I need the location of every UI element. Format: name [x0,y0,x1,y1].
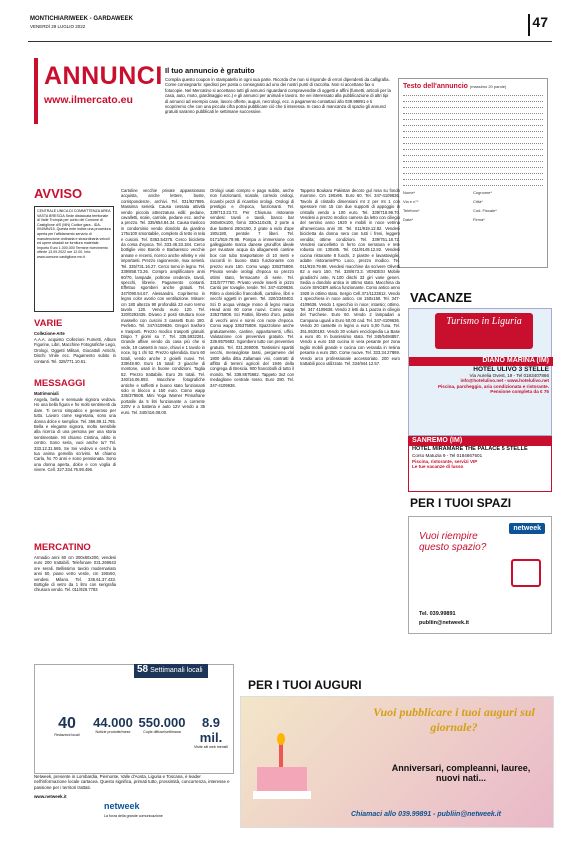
field-via[interactable]: Via e n°* [403,199,419,204]
sanremo-band: SANREMO (IM) [409,437,551,446]
turismo-logo: Turismo in Liguria [435,313,533,349]
column-4: Tappeto Boukara Pakistan decoro gul rosa su fondo marrone. Cm 190x95. Euro 60. Tel. 347-4109636. Tavolo di cristallo dimensioni mt 2 per mt 1 con spessore mm 15 con due supporti di appoggio in cristallo vendo a 100 euro. Tel. 339/718.99.70. Vendesi a prezzo modico camera da letto con ciliegio del nentino anno 1920 e mobili in noce vetrina all'americana anni 30. Tel. 011/919.12.82. Vendesi bicicletta da donna nera con tutti i freni, leggero vendita; ottime condizioni. Tel. 339/751.18.72. Vendesi cancelletto in ferro con serratura e rete robusta cm 130x85. Tel. 011/9149.12.82. Vendesi cucina ristorante 8 fuochi, 2 piastre e lavastoviglie, adatte ristorante/Pro Loco, prezzo modico. Tel. 011/919.79.98. Vendesi macchine da scrivere Olivetti 82 a euro 150. Tel. 328/673.3. VENDESI Mobile giradischi ante, N.100 dischi 33 giri varie generi. Sedia a dondolo antica in ottimo stato. Macchina da cucire SINGER antica funzionante. Como antico anno 1928 in ottimo stato. Sergio Cell.371/1123812. Vendo 1 specchiera in noce antico. cm 150x150. Tel. 347-4109636. Vendo 1 specchio in noce; intarsio; ottimo. Tel. 347 4109636. Vendo 2 letti da 1 piazza in ciliegio del Turchese. Euro 60. Vendo 2 lampadari a Campana uguali a Euro 50,00 cad. Tel. 347-4109636. Vendo 20 cassette in legno a euro 5,00 l'una. Tel. 351.8630193. Vendo 30 volumi enciclopedia La Base a euro 40. In buonissimo stato. Tel 345/5494857. Vendo a euro 150 cucina in vera pesante per zona taglio mobili grande e cucina con veranda in resina pesante a euro 250. Come nuove. Tel. 333.34.27869. Vendo arco professionale accessoriato. 200 euro trattabili poco utilizzato. Tel. 334/944.12.57. [300,188,400,366]
footer-text: Netweek, presente in Lombardia, Piemonte, Valle d'Aosta, Liguria e Toscana, è leader nell'informazione locale cartacea. Questo significa, primati tutto, prossimità, concorrenza, interesse e passione per i territori trattati. [34,774,230,790]
mercatino-text: Armadio anni 60 cm 300x60x200, vendesi euro 200 trattabili. Telefonare 031.269643 ore serali. Bellissimo tavolo modernariato anni 50, piano vetro verde, cm 190x50, vendesi. Milano. Tel. 335.61.37.433. Bottiglie di vetro da 1 litro con serigrafia chiusura vendo. Tel. 011/929.7783 [34,555,116,593]
varie-sub: Collezione-Arte [34,331,65,336]
varie-heading: VARIE [34,318,63,329]
hotel-offer: Pensione completa da € 75 [490,389,549,395]
auguri-sub: Anniversari, compleanni, lauree, nuovi nati... [391,763,531,783]
hotel-name: HOTEL ULIVO 3 STELLE [473,366,549,373]
stat-redazioni: 40 [58,715,76,732]
annunci-site[interactable]: www.ilmercato.eu [44,94,133,106]
liguria-ad [408,308,552,436]
ad-coupon [398,78,548,268]
field-data[interactable]: Data* [403,217,414,222]
spazi-question: Vuoi riempire questo spazio? [419,531,487,553]
column-3: Orologi usati compro e pago subito, anche non funzionanti, scatole, corredo orologi, ricambi pezzi di ricambio orologi. Orologi di prestigio e d'epoca, funzionanti. Tel. 339/713.23.73. Per Chiusura ristorante vendesi: tavoli e tavoli, banco bar 260x60x100, forno 330x110x35, 2 porte a due battenti 260x150, 2 grate a nido d'ape 180x180, pentole 7 liberi. Tel. 0171/919.79.98. Pompa a immersione con galleggiante marca danese grundfos ideale per svuotare acqua da allagamenti cantine box con tubo trasportatore di 10 metri e raccordi in buono stato funzionante con prezzo euro 150. Como wapp 335375808. Privato vende orologi d'epoca so prezzo ottimi stato, fermacarte di serie. Tel. 331/5777760. Privato vende inserti in pizzo Cantù per tovaglie, tende. Tel. 347-4109636. Ritiro a domicilio francobolli, cartoline, libri e vecchi oggetti in genere. Tel. 320/2348403. Sci D acqua vintage mono di legno marca Head anni 60 come nuovi. Como wapp 335375808. Sci Pattini, libretto d'oro, pattini di vecchi anni e nonni con ruote d'epoca. Como wapp 335375808. Spazzolone anche gratuitamente, cantine, appartamenti, uffici. Valutazione con preventivo gratuito. Tel. 339.8575682. Sgombero tutto con preventivo gratuito. Tel. 031.269008. Tantissimi spartiti vecchi, meravigliose tassi, pergamene del 1800 della ditta Zallamani vini, contratti di affitto di terreni agricoli del 1946 della congrega di Brescia. 900 francobolli di tutto il mondo. Tel. 339.8575682. Tappeto 3x2 con medaglione centrale rosso. Euro 280. Tel. 347-4109636. [210,188,294,388]
messaggi-heading: MESSAGGI [34,378,86,389]
free-ad-info [165,66,391,176]
sanremo-hotel: HOTEL MIRAMARE THE PALACE 5 STELLE [412,446,528,452]
free-ad-body: Compila questo coupon in stampatello in ogni sua parte. Ricorda che non si risponde di errori dipendenti da calligrafia. Come consegnarlo: spedisci per posta o consegnalo ad uno dei nostri punti di raccolta. Non si accettano fax o fotocopie. Nel Mercatino si accettano tutti gli annunci riguardanti compravendite di oggetti e affini (fumetti, articoli per la casa, auto, moto, giardinaggio ecc.) e gli annunci per animali e lavoro. Se vei interessato alla pubblicazione di altri tipi di annunci ad esempio case, lavoro offerte, auguri, necrologi, ecc. a pagamento contattaci allo 039.99891 e ti scopriremo che con una piccola cifra potrai pubblicare ciò che ti interessa. In caso di mancanza di spazio gli annunci gratuiti saranno pubblicati le settimane successive. [165,77,391,115]
annunci-title: ANNUNCI [44,62,163,90]
header-title: MONTICHIARIWEEK - GARDAWEEK [30,16,133,22]
sanremo-desc: Piscina, ristorante, servizi VIP [412,458,478,464]
page-number: 47 [532,14,548,30]
sanremo-ad [408,436,552,492]
spazi-heading: PER I TUOI SPAZI [410,496,512,510]
header-date: VENERDÌ 29 LUGLIO 2022 [30,24,86,29]
annunci-banner [34,58,164,124]
field-citta[interactable]: Città* [473,199,483,204]
avviso-title: AVVISO [34,186,83,201]
spazi-mail[interactable]: publiin@netweek.it [419,620,469,626]
field-telefono[interactable]: Telefono* [403,208,420,213]
stat-visite: 8.9 mil. [199,715,223,745]
settimanali-band: 58 Settimanali locali [134,664,208,678]
auguri-heading: PER I TUOI AUGURI [248,678,362,692]
diano-band: DIANO MARINA (IM) [409,357,553,366]
netweek-footer [34,774,234,820]
mercatino-heading: MERCATINO [34,542,91,553]
auguri-ad [240,696,554,828]
field-cognome[interactable]: Cognome* [473,190,492,195]
field-cf[interactable]: Cod. Fiscale* [473,208,497,213]
footer-site[interactable]: www.netweek.it [34,794,67,800]
avviso-box: CENTRALE UNICA DI COMMITTENZA AREA VASTA BRESCIA Sede distaccata territoriale di Valle Trompia per conto del Comune di Castiglione d/S (MN) Codice gara - IDA-004/MN/15. Questa ente indice una procedura aperta per l'affidamento servizio di manutenzione ordinaria e straordinaria veicoli ed opere stradali se fornitura materiale. Importo Euro 1.000.000 Termine ricevimento offerte 13.09.2022 ore 12.00. Info: www.comune.castiglione.mn.it [34,206,114,312]
varie-text: A.A.A. acquisto Collezioni Fumetti, Album Figurine, Libri, Macchine Fotografiche Lego, Orologi, Oggetti Militari, Giocattoli Antichi, Dischi Vinile ecc. Pagamento subito in contanti. Tel. 328/771.10.61. [34,337,116,364]
footer-tag: La forza della grande comunicazione [104,814,163,818]
spazi-ad [408,516,552,634]
field-firma[interactable]: Firma* [473,217,485,222]
cake-icon [247,707,317,807]
header-bar [528,14,530,36]
netweek-logo: netweek [509,523,545,534]
box-icon [511,559,541,587]
hotel-ulivo-info [413,367,549,395]
spazi-tel: Tel. 039.99891 [419,611,456,617]
page-header [28,14,552,42]
footer-logo: netweek [104,801,140,811]
netweek-stats: 40 Redazioni locali 44.000 Notizie prodotte/mese 550.000 Copie diffuse/settimana 8.9 mil. Visite siti web mensili [34,664,234,774]
messaggi-sub: Matrimoniali [34,391,59,396]
free-ad-title: Il tuo annuncio è gratuito [165,66,255,75]
vacanze-heading: VACANZE [410,290,472,305]
hotel-web[interactable]: info@hotelulivo.net - www.hotelulivo.net [460,378,549,384]
messaggi-text: Angela, bella e sensuale signora vedova. Ho una bella figura e ho molti sentimenti da dare. Ti cerco simpatico e generoso per tutto. Lavoro come segretaria, sono una donna dolce e semplice. Tel. 366.89.11.765. Bella e elegante signora, molto sensibile alla ricerca di una persona per una storia sentimentale. Mi chiamo Cristina, abito in centro. Sono seria, vuoi anche tu? Tel. 333.12.31.565. Se Sei vedovo e cerchi la tua anima gemella scrivimi. Mi chiamo Carla, ho 70 anni e sono pensionata. Sono una donna aperta, dolce e con voglia di vivere. Cell. 327.334.76.98.496. [34,397,116,473]
stat-copie: 550.000 [138,715,186,730]
column-2: Cartoline vecchie private appassionato acquista, anche lettere, buste, corrispondenze, archivi. Tel. 031/927895. Massima serietà. Causa cessata attività vendo piccola attrezzatura edili: pedane, cavalletti, scale, carriole, pedane ecc. anche a prezzo. Tel. 335/654.84.34. Causa trasloco in condominio vendo dondolo da giardino 175x100 smontabile, completo di tetto in tela e cuscini. Tel. 0363.54375. Cerco biciclette da corsa d'epoca. Tel. 333.46.33.184. Cerco bottiglie vino Barolo e Barbaresco vecchie annate e recenti, ricerco anche whisky e vini importanti. Prezzo ragionevole, max serietà. Tel. 335/731.16.27. Cerco tomo in legno. Tel. 339/858.73.26. Compro amplificatore anni 60/70, lampade, poltrone credenze, tavoli, specchi, librerie. Pagamento contanti. Effettuo sgomberi anche gratuiti. Tel. 347/090.54.67. Alessandro. Copritermo in legno color avorio con ventilazione. Misure: cm 180 altezza 90 profondità 23 euro termo tavolo 120. Vendo euro 120. Tel. 320/0293435. Divano 2 posti struttura noce massello con cuscini 3 cassetti Euro 180. Perfetto. Tel. 347/4109636. Gregori trasforo e trasporti. Prezzo modico trasporti gratuiti. Dispo 7 giorni su 7. Tel. 335.5932261. Grande affare vendo da casa più che si vede, 19 cassetti in noce, chiavi e 1 tavolo in noce, tig 1 chi 52. Prezzo splendida. Euro 60 totali, vendo anche 2 gioielli nuovi. Tel. 339/48.90. Euro 15 totali: 3 giacche di montone, usati in buone condizioni. Taglia 52. Prezzo trattabile. Euro 25 totali. Tel. 340/16.06.893. Macchine fotografiche antiche e soffietti e buono stato funzionanti solo in blocco a 150 euro. Como wapp 335/379508. Mini Yoga Warner Pinnafrane portatile da 5 litri funzionante a corrente 220V e a batteria e auto 12V vendo a 35 euro. Tel. 340/416.08.00. [121,188,205,415]
sanremo-note: Le tue vacanze di lusso [412,464,464,470]
coupon-title: Testo dell'annuncio (massimo 20 parole) [403,83,507,90]
hotel-desc: Piscina, parcheggio, aria condizionata e ristorante. [437,383,549,389]
stat-notizie: 44.000 [93,715,133,730]
auguri-cta[interactable]: Chiamaci allo 039.99891 - publiin@netweek.it [351,811,501,818]
field-nome[interactable]: Nome* [403,190,416,195]
sanremo-address: Corso Matuzia 9 - Tel 0184667601 [412,452,483,458]
hotel-address: Via Aurelia Ovest, 19 - Tel 0183407866 [469,372,549,378]
auguri-headline: Vuoi pubblicare i tuoi auguri sul giornale? [373,705,535,734]
